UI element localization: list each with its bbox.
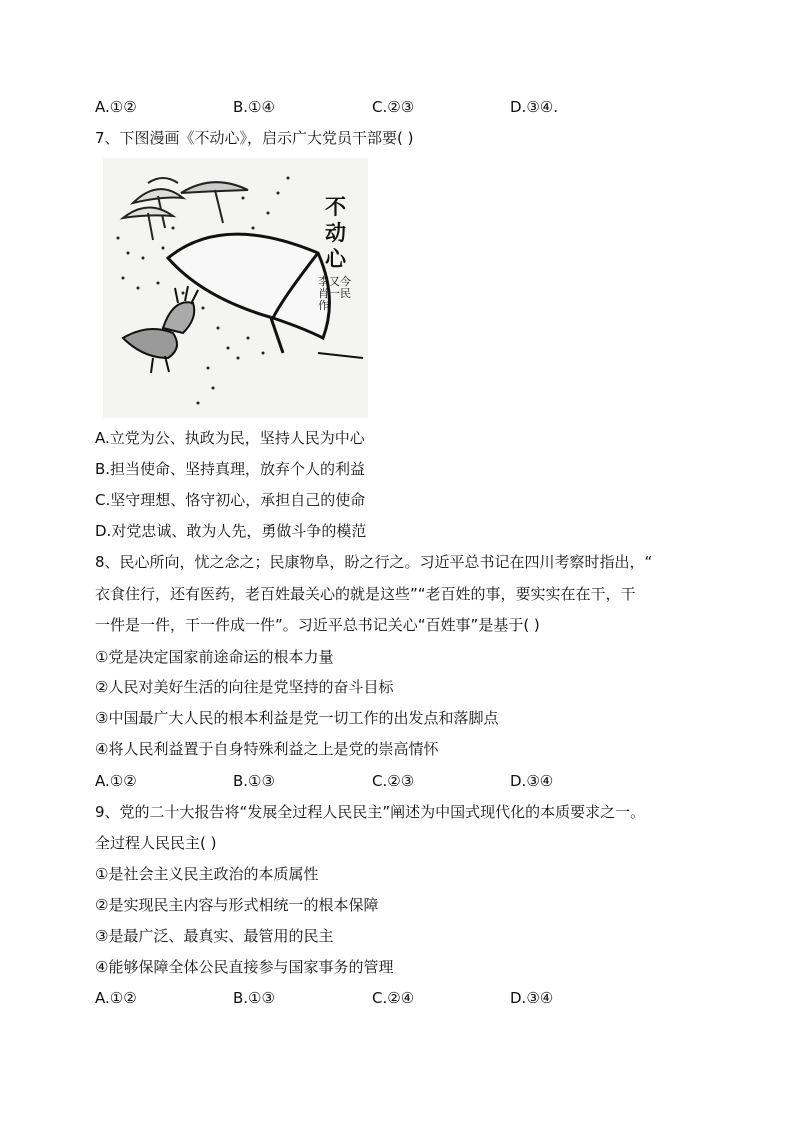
big-umbrella — [168, 234, 329, 353]
q8-option-b[interactable]: B.①③ — [233, 772, 275, 790]
cartoon-title: 不动心 — [325, 194, 346, 271]
cartoon-author-note: 李又今 肖一民作 — [318, 275, 351, 312]
q6-option-a[interactable]: A.①② — [95, 98, 137, 116]
q9-option-d[interactable]: D.③④ — [510, 989, 554, 1007]
q7-stem: 7、下图漫画《不动心》，启示广大党员干部要( ) — [95, 129, 414, 147]
q7-option-d[interactable]: D.对党忠诚、敢为人先，勇做斗争的模范 — [95, 522, 367, 540]
q9-stem-line-2: 全过程人民民主( ) — [95, 834, 217, 852]
q9-option-a[interactable]: A.①② — [95, 989, 137, 1007]
q6-options — [95, 97, 695, 117]
q8-option-c[interactable]: C.②③ — [372, 772, 415, 790]
q7-option-a[interactable]: A.立党为公、执政为民，坚持人民为中心 — [95, 429, 365, 447]
q6-option-c[interactable]: C.②③ — [372, 98, 415, 116]
q8-statement-3: ③中国最广大人民的根本利益是党一切工作的出发点和落脚点 — [95, 709, 499, 727]
q8-option-d[interactable]: D.③④ — [510, 772, 554, 790]
q9-option-c[interactable]: C.②④ — [372, 989, 415, 1007]
q6-option-b[interactable]: B.①④ — [233, 98, 275, 116]
q7-option-b[interactable]: B.担当使命、坚持真理，放弃个人的利益 — [95, 460, 366, 478]
q8-stem-line-1: 8、民心所向，忧之念之；民康物阜，盼之行之。习近平总书记在四川考察时指出，“ — [95, 553, 653, 571]
q9-statement-1: ①是社会主义民主政治的本质属性 — [95, 865, 319, 883]
q9-option-b[interactable]: B.①③ — [233, 989, 275, 1007]
q9-statement-3: ③是最广泛、最真实、最管用的民主 — [95, 927, 334, 945]
q8-statement-4: ④将人民利益置于自身特殊利益之上是党的崇高情怀 — [95, 740, 439, 758]
small-umbrellas — [123, 178, 248, 240]
bird — [123, 286, 198, 373]
q9-statement-4: ④能够保障全体公民直接参与国家事务的管理 — [95, 958, 394, 976]
q9-stem-line-1: 9、党的二十大报告将“发展全过程人民民主”阐述为中国式现代化的本质要求之一。 — [95, 803, 646, 821]
q8-statement-1: ①党是决定国家前途命运的根本力量 — [95, 648, 334, 666]
q6-option-d[interactable]: D.③④. — [510, 98, 558, 116]
q8-stem-line-2: 衣食住行，还有医药，老百姓最关心的就是这些”“老百姓的事，要实实在在干，干 — [95, 585, 636, 603]
q8-option-a[interactable]: A.①② — [95, 772, 137, 790]
q9-statement-2: ②是实现民主内容与形式相统一的根本保障 — [95, 896, 379, 914]
q8-options — [95, 771, 695, 791]
q7-option-c[interactable]: C.坚守理想、恪守初心，承担自己的使命 — [95, 491, 366, 509]
q7-cartoon — [103, 158, 368, 418]
q8-stem-line-3: 一件是一件，干一件成一件”。习近平总书记关心“百姓事”是基于( ) — [95, 616, 540, 634]
q9-options — [95, 988, 695, 1008]
q8-statement-2: ②人民对美好生活的向往是党坚持的奋斗目标 — [95, 678, 394, 696]
